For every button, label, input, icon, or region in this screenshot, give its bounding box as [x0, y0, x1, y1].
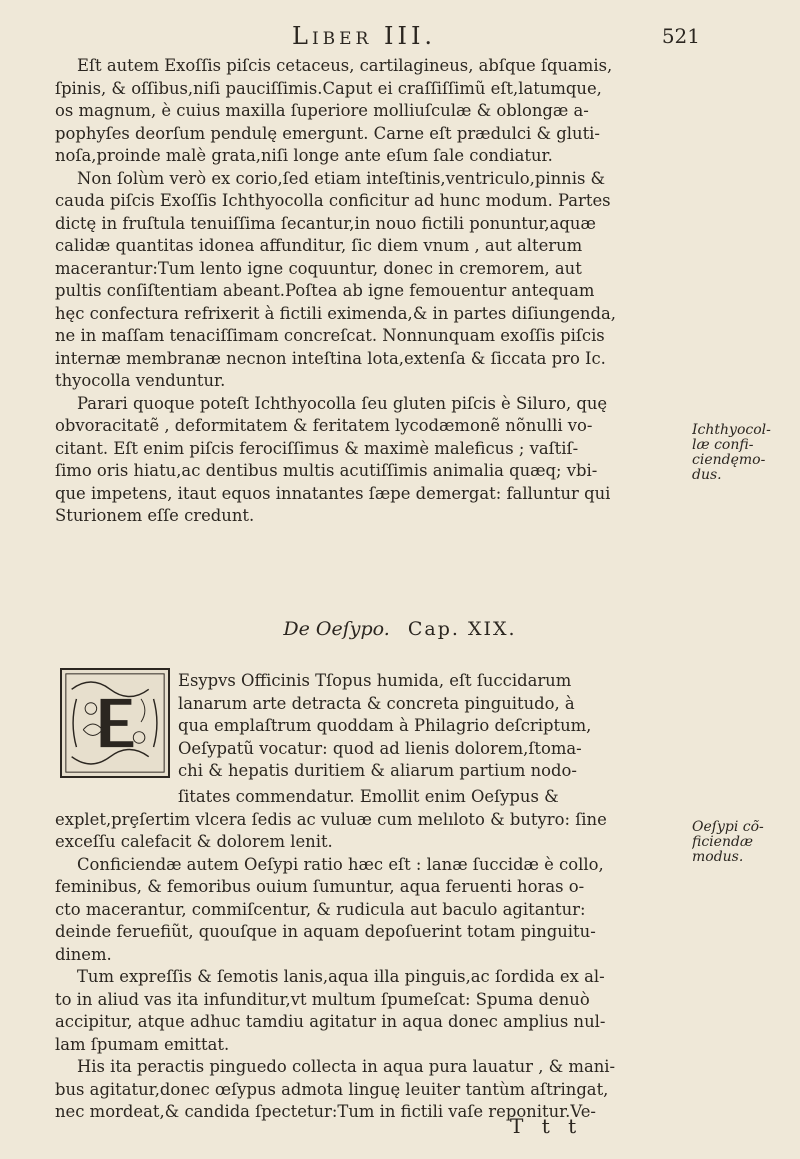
text-line: Conficiendæ autem Oeſypi ratio hæc eſt : lanæ ſuccidæ è collo, — [77, 854, 604, 874]
text-line: feminibus, & femoribus ouium ſumuntur, aqua feruenti horas o- — [55, 877, 585, 896]
text-line: obvoracitatẽ , deformitatem & feritatem lycodæmonẽ nõnulli vo- — [55, 416, 593, 435]
text-line: ſpinis, & oſſibus,niſi pauciſſimis.Caput ei craſſiſſimũ eſt,latumque, — [55, 78, 602, 98]
ornamental-initial-icon — [62, 670, 168, 776]
text-line: pultis conſiſtentiam abeant.Poſtea ab igne femouentur antequam — [55, 281, 595, 300]
text-line: cauda piſcis Exoſſis Ichthyocolla conficitur ad hunc modum. Partes — [55, 191, 611, 210]
margin-note-oesypus — [692, 820, 792, 865]
text-line: Esypvs Officinis Tſopus humida, eſt ſuccidarum — [178, 671, 572, 690]
catchword: T t t — [510, 1114, 583, 1138]
decorated-initial-e — [60, 668, 170, 778]
text-line: explet,prȩſertim vlcera ſedis ac vuluæ cum melıloto & butyro: ſine — [55, 809, 607, 829]
text-line: chi & hepatis duritiem & aliarum partium nodo- — [178, 761, 577, 780]
text-line: His ita peractis pinguedo collecta in aqua pura lauatur , & mani- — [77, 1057, 616, 1076]
text-line: ne in maſſam tenaciſſimam concreſcat. Nonnunquam exoſſis piſcis — [55, 326, 605, 345]
text-line: hęc confectura refrixerit à fictili eximenda,& in partes diſiungenda, — [55, 303, 616, 323]
text-line: Oeſypatũ vocatur: quod ad lienis dolorem,ſtoma- — [178, 738, 582, 758]
page-header — [60, 22, 700, 52]
running-head: Liber III. — [292, 22, 437, 50]
text-line: ſimo oris hiatu,ac dentibus multis acutiſſimis animalia quæq; vbi- — [55, 461, 598, 480]
folio-number: 521 — [661, 24, 700, 48]
text-line: qua emplaſtrum quoddam à Philagrio deſcriptum, — [178, 716, 592, 735]
text-line: thyocolla venduntur. — [55, 371, 226, 390]
chapter-heading — [0, 618, 800, 640]
text-line: exceſſu calefacit & dolorem lenit. — [55, 832, 333, 851]
margin-note-line: dus. — [692, 468, 722, 483]
margin-note-ichthyocolla — [692, 423, 792, 483]
text-line: os magnum, è cuius maxilla ſuperiore molliuſculæ & oblongæ a- — [55, 101, 589, 120]
margin-note-line: ciendęmo- — [692, 453, 766, 468]
text-line: internæ membranæ necnon inteſtina lota,extenſa & ſiccata pro Ic. — [55, 348, 606, 368]
text-line: lam ſpumam emittat. — [55, 1034, 230, 1054]
text-line: Eſt autem Exoſſis piſcis cetaceus, cartilagineus, abſque ſquamis, — [77, 56, 613, 75]
text-line: citant. Eſt enim piſcis ferociſſimus & maximè maleficus ; vaſtiſ- — [55, 438, 579, 458]
section-oesypus — [55, 786, 680, 1124]
text-line: Sturionem eſſe credunt. — [55, 506, 255, 525]
text-line: nec mordeat,& candida ſpectetur:Tum in fictili vaſe reponitur.Ve- — [55, 1102, 596, 1121]
text-line: bus agitatur,donec œſypus admota linguę leuiter tantùm aſtringat, — [55, 1079, 609, 1099]
text-line: to in aliud vas ita infunditur,vt multum ſpumeſcat: Spuma denuò — [55, 989, 590, 1009]
text-line: cto macerantur, commiſcentur, & rudicula aut baculo agitantur: — [55, 899, 586, 919]
margin-note-line: ficiendæ — [692, 835, 754, 850]
margin-note-line: Oeſypi cõ- — [692, 820, 764, 835]
text-line: Non ſolùm verò ex corio,ſed etiam inteſtinis,ventriculo,pinnis & — [77, 168, 606, 188]
text-line: ſitates commendatur. Emollit enim Oeſypus & — [178, 787, 559, 806]
margin-note-line: modus. — [692, 850, 744, 865]
margin-note-line: Ichthyocol- — [692, 423, 771, 438]
text-line: noſa,proinde malè grata,niſi longe ante eſum ſale condiatur. — [55, 146, 553, 165]
text-line: lanarum arte detracta & concreta pinguitudo, à — [178, 693, 575, 713]
chapter-title: De Oeſypo. — [283, 618, 390, 640]
margin-note-line: læ confi- — [692, 438, 754, 453]
section-oesypus-intro — [178, 670, 688, 783]
text-line: calidæ quantitas idonea affunditur, ſic diem vnum , aut alterum — [55, 236, 583, 255]
text-line: pophyſes deorſum pendulę emergunt. Carne eſt prædulci & gluti- — [55, 123, 600, 143]
text-line: dinem. — [55, 944, 112, 964]
text-line: que impetens, itaut equos innatantes ſæpe demergat: falluntur qui — [55, 483, 611, 503]
text-line: macerantur:Tum lento igne coquuntur, donec in cremorem, aut — [55, 258, 582, 278]
text-line: Parari quoque poteſt Ichthyocolla ſeu gluten piſcis è Siluro, quę — [77, 393, 608, 413]
text-line: Tum expreſſis & ſemotis lanis,aqua illa pinguis,ac ſordida ex al- — [77, 967, 605, 986]
text-line: accipitur, atque adhuc tamdiu agitatur in aqua donec amplius nul- — [55, 1012, 606, 1031]
chapter-number: Cap. XIX. — [407, 618, 517, 640]
text-line: dictę in fruſtula tenuiſſima ſecantur,in nouo fictili ponuntur,aquæ — [55, 213, 596, 233]
text-line: deinde feruefiũt, quouſque in aquam depoſuerint totam pinguitu- — [55, 922, 596, 941]
section-exossis — [55, 55, 680, 528]
